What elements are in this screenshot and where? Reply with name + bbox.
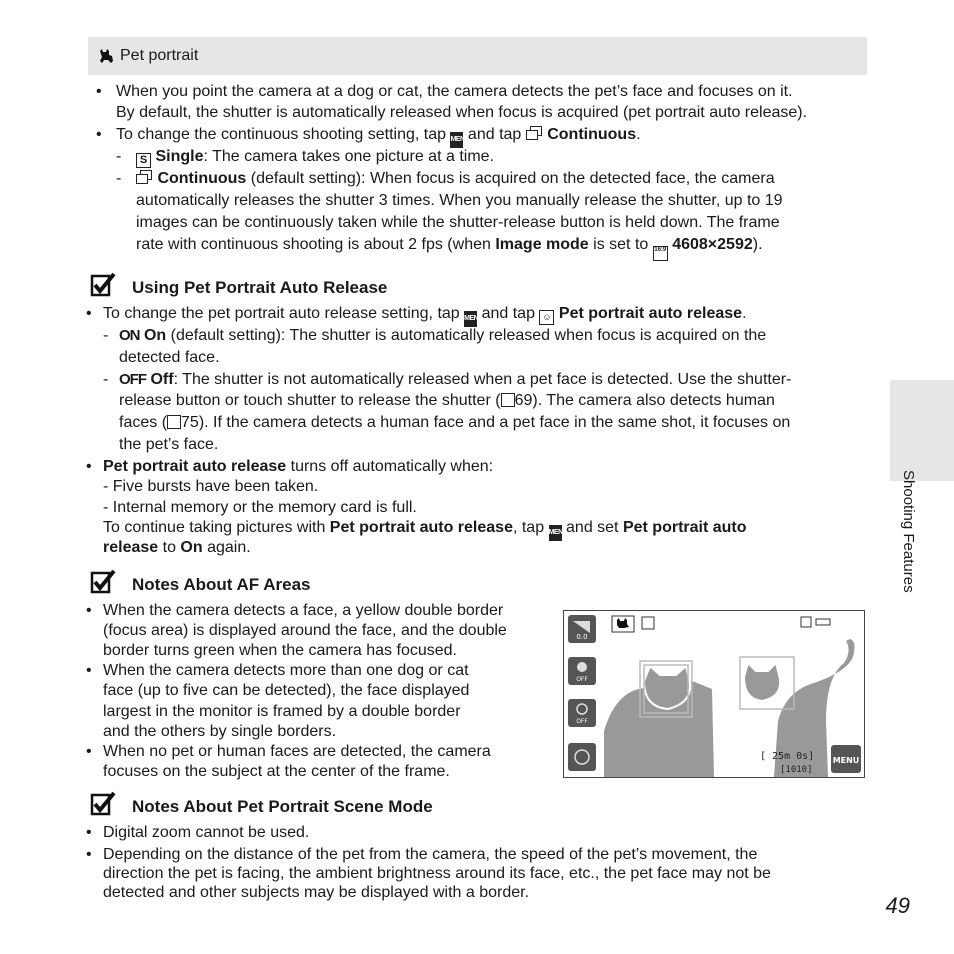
menu-icon: MENU: [549, 525, 562, 541]
bullet-dot: •: [86, 602, 92, 619]
chapter-label: Shooting Features: [900, 470, 917, 593]
chapter-tab: [890, 380, 954, 481]
note1-cont-l2: release to On again.: [103, 539, 251, 556]
continuous-option: Continuous (default setting): When focus is acquired on the detected face, the camera: [136, 169, 775, 189]
off-dash: -: [103, 371, 109, 388]
screen-art: [564, 611, 864, 777]
pet-auto-release-icon: ☺: [539, 310, 554, 325]
bullet-dot: •: [86, 743, 92, 760]
bullet-dot: •: [86, 305, 92, 322]
note2-line: When the camera detects a face, a yellow double border: [103, 602, 504, 619]
note2-line: When the camera detects more than one dog or cat: [103, 662, 469, 679]
menu-icon: MENU: [450, 132, 463, 148]
intro-b2: To change the continuous shooting setting, tap MENU and tap Continuous.: [116, 125, 641, 148]
auto-release-icon: [642, 617, 654, 629]
page-number: 49: [885, 893, 910, 918]
note1-sub2: - Internal memory or the memory card is full.: [103, 499, 417, 516]
cat-face-left: [644, 666, 690, 709]
note-check-icon: [90, 272, 116, 298]
note3-title: Notes About Pet Portrait Scene Mode: [132, 797, 433, 816]
bullet-dot: •: [86, 458, 92, 475]
time-remaining: [ 25m 0s]: [760, 751, 815, 762]
camera-screen-illustration: [563, 610, 865, 778]
note2-line: and the others by single borders.: [103, 723, 337, 740]
cont-dash: -: [116, 170, 122, 187]
single-option: S Single: The camera takes one picture at a time.: [136, 147, 494, 168]
manual-reference-icon: [501, 393, 515, 407]
image-size-icon: 16:9: [653, 246, 668, 261]
note3-b2-l1: Depending on the distance of the pet from the camera, the speed of the pet’s movement, the: [103, 846, 758, 863]
intro-b1-l2: By default, the shutter is automatically released when focus is acquired (pet portrait auto release).: [116, 104, 808, 121]
off-l4: the pet’s face.: [119, 436, 219, 453]
on-option: ON On (default setting): The shutter is automatically released when focus is acquired on the: [119, 327, 767, 344]
exposure-value: 0.0: [576, 633, 588, 641]
cont-l4: rate with continuous shooting is about 2 fps (when Image mode is set to 16:9 4608×2592).: [136, 235, 763, 261]
exposures-remaining: [1010]: [780, 765, 813, 775]
note2-line: largest in the monitor is framed by a double border: [103, 703, 461, 720]
manual-reference-icon: [167, 415, 181, 429]
note1-b1: To change the pet portrait auto release setting, tap MENU and tap ☺ Pet portrait auto release.: [103, 304, 747, 327]
note-check-icon: [90, 791, 116, 817]
section-header: [88, 37, 867, 75]
on-l2: detected face.: [119, 349, 220, 366]
note2-line: focuses on the subject at the center of the frame.: [103, 763, 450, 780]
section-title: Pet portrait: [120, 47, 199, 64]
note3-b1: Digital zoom cannot be used.: [103, 824, 310, 841]
on-icon: ON: [119, 327, 140, 344]
off-option: OFF Off: The shutter is not automatically released when a pet face is detected. Use the shutter-: [119, 371, 792, 388]
flash-button: [568, 743, 596, 771]
on-dash: -: [103, 327, 109, 344]
bullet-dot: •: [86, 662, 92, 679]
vr-icon: [801, 617, 811, 627]
note2-line: border turns green when the camera has focused.: [103, 642, 457, 659]
menu-label: MENU: [832, 756, 860, 765]
note-check-icon: [90, 569, 116, 595]
menu-icon: MENU: [464, 311, 477, 327]
single-dash: -: [116, 148, 122, 165]
note3-b2-l3: detected and other subjects may be displayed with a border.: [103, 884, 530, 901]
macro-value: OFF: [576, 676, 588, 683]
note1-sub1: - Five bursts have been taken.: [103, 478, 319, 495]
bullet-dot: •: [86, 846, 92, 863]
continuous-icon: [136, 170, 153, 185]
bullet-dot: •: [96, 126, 102, 143]
note2-title: Notes About AF Areas: [132, 575, 311, 594]
cont-l2: automatically releases the shutter 3 times. When you manually release the shutter, up to 19: [136, 192, 783, 209]
note1-b2: Pet portrait auto release turns off automatically when:: [103, 458, 494, 475]
note2-line: (focus area) is displayed around the face, and the double: [103, 622, 507, 639]
off-icon: OFF: [119, 371, 146, 388]
off-l3: faces ( 75). If the camera detects a human face and a pet face in the same shot, it focuses on: [119, 414, 791, 431]
bullet-dot: •: [86, 824, 92, 841]
single-icon: S: [136, 153, 151, 168]
self-timer-value: OFF: [576, 718, 588, 725]
pet-portrait-icon: [97, 47, 115, 65]
note2-line: face (up to five can be detected), the face displayed: [103, 682, 470, 699]
macro-icon: [577, 662, 587, 672]
continuous-icon: [526, 126, 543, 141]
note1-title: Using Pet Portrait Auto Release: [132, 278, 388, 297]
bullet-dot: •: [96, 83, 102, 100]
note1-cont: To continue taking pictures with Pet portrait auto release, tap MENU and set Pet portrait auto: [103, 518, 747, 541]
cont-l3: images can be continuously taken while the shutter-release button is held down. The frame: [136, 214, 780, 231]
battery-icon: [816, 619, 830, 625]
note2-line: When no pet or human faces are detected, the camera: [103, 743, 491, 760]
cat-face-right: [744, 663, 780, 701]
intro-b1-l1: When you point the camera at a dog or cat, the camera detects the pet’s face and focuses on it.: [116, 83, 793, 100]
off-l2: release button or touch shutter to release the shutter ( 69). The camera also detects human: [119, 392, 775, 409]
note3-b2-l2: direction the pet is facing, the ambient brightness around its face, etc., the pet face may not be: [103, 865, 771, 882]
